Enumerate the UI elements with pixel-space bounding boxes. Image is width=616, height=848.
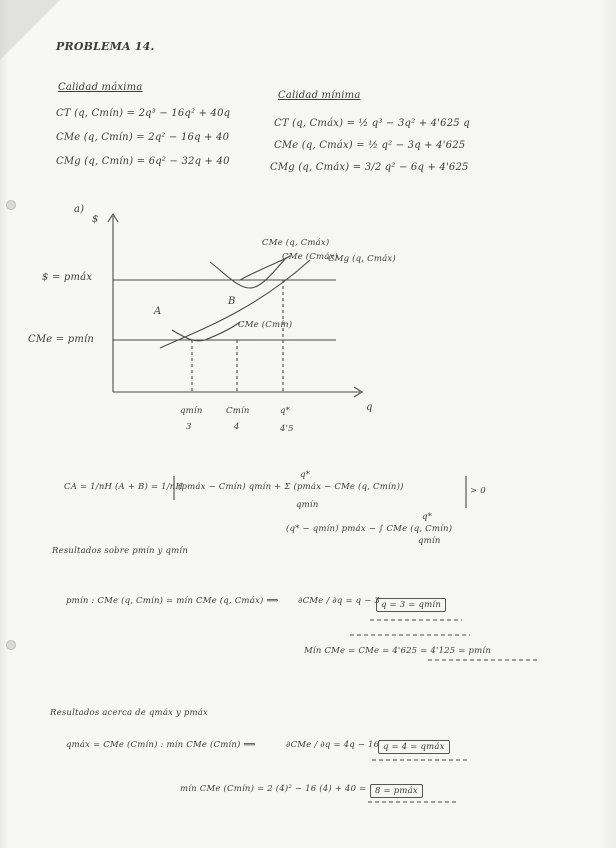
- right-eq-cmg: CMg (q, Cmáx) = 3/2 q² − 6q + 4'625: [270, 162, 469, 173]
- tick-qstar-label: q*: [280, 406, 291, 416]
- curve-cmg-cmax-label: CMg (q, Cmáx): [328, 254, 396, 264]
- sum-top: q*: [300, 470, 311, 480]
- tick-qmin-label: qmín: [180, 406, 203, 416]
- section1-deriv: ∂CMe / ∂q = q − 3: [298, 596, 381, 606]
- right-heading: Calidad mínima: [278, 90, 361, 101]
- section1-result: q = 3 = qmín: [376, 598, 446, 612]
- curve-cmg-cmin-label: CMe (Cmín): [238, 320, 293, 330]
- section2-result: q = 4 = qmáx: [378, 740, 450, 754]
- curve-cmg-label: CMe (q, Cmáx): [262, 238, 330, 248]
- welfare-positive: > 0: [470, 486, 486, 496]
- section2-eq: qmáx = CMe (Cmín) : mín CMe (Cmín) ⟹: [66, 740, 256, 750]
- section2-line2: mín CMe (Cmín) = 2 (4)² − 16 (4) + 40 =: [180, 784, 367, 794]
- curve-cme-cmax-label: CMe (Cmáx): [282, 252, 338, 262]
- tick-cmin-value: 4: [234, 422, 240, 432]
- graph-part-label: a): [74, 204, 85, 215]
- welfare-lhs: CA = 1/nH (A + B) = 1/nH: [64, 482, 184, 492]
- x-axis-label: q: [366, 402, 373, 413]
- region-a-label: A: [154, 306, 162, 317]
- int-bottom: qmín: [418, 536, 441, 546]
- section2-result2: 8 = pmáx: [370, 784, 423, 798]
- section1-eq: pmín : CMe (q, Cmín) = mín CMe (q, Cmáx) ⟹: [66, 596, 279, 606]
- pmin-label: CMe = pmín: [28, 334, 95, 345]
- tick-cmin-label: Cmín: [226, 406, 250, 416]
- section2-deriv: ∂CMe / ∂q = 4q − 16: [286, 740, 380, 750]
- y-axis-label: $: [92, 214, 99, 225]
- tick-qstar-value: 4'5: [280, 424, 294, 434]
- right-eq-cme: CMe (q, Cmáx) = ½ q² − 3q + 4'625: [274, 140, 466, 151]
- cme-cmax-curve: [210, 258, 286, 288]
- sum-bottom: qmín: [296, 500, 319, 510]
- left-eq-ct: CT (q, Cmín) = 2q³ − 16q² + 40q: [56, 108, 231, 119]
- left-eq-cme: CMe (q, Cmín) = 2q² − 16q + 40: [56, 132, 230, 143]
- welfare-line2: (q* − qmín) pmáx − ∫ CMe (q, Cmín): [286, 524, 453, 534]
- pmax-label: $ = pmáx: [42, 272, 93, 283]
- right-eq-ct: CT (q, Cmáx) = ½ q³ − 3q² + 4'625 q: [274, 118, 470, 129]
- region-b-label: B: [228, 296, 236, 307]
- tick-qmin-value: 3: [186, 422, 192, 432]
- left-eq-cmg: CMg (q, Cmín) = 6q² − 32q + 40: [56, 156, 230, 167]
- left-heading: Calidad máxima: [58, 82, 143, 93]
- section1-line2: Mín CMe = CMe = 4'625 = 4'125 = pmín: [304, 646, 492, 656]
- int-top: q*: [422, 512, 433, 522]
- problem-title: PROBLEMA 14.: [56, 40, 155, 53]
- section1-title: Resultados sobre pmín y qmín: [52, 546, 189, 556]
- section2-title: Resultados acerca de qmáx y pmáx: [50, 708, 209, 718]
- welfare-bracket: (pmáx − Cmín) qmín + Σ (pmáx − CMe (q, Cmín)): [178, 482, 404, 492]
